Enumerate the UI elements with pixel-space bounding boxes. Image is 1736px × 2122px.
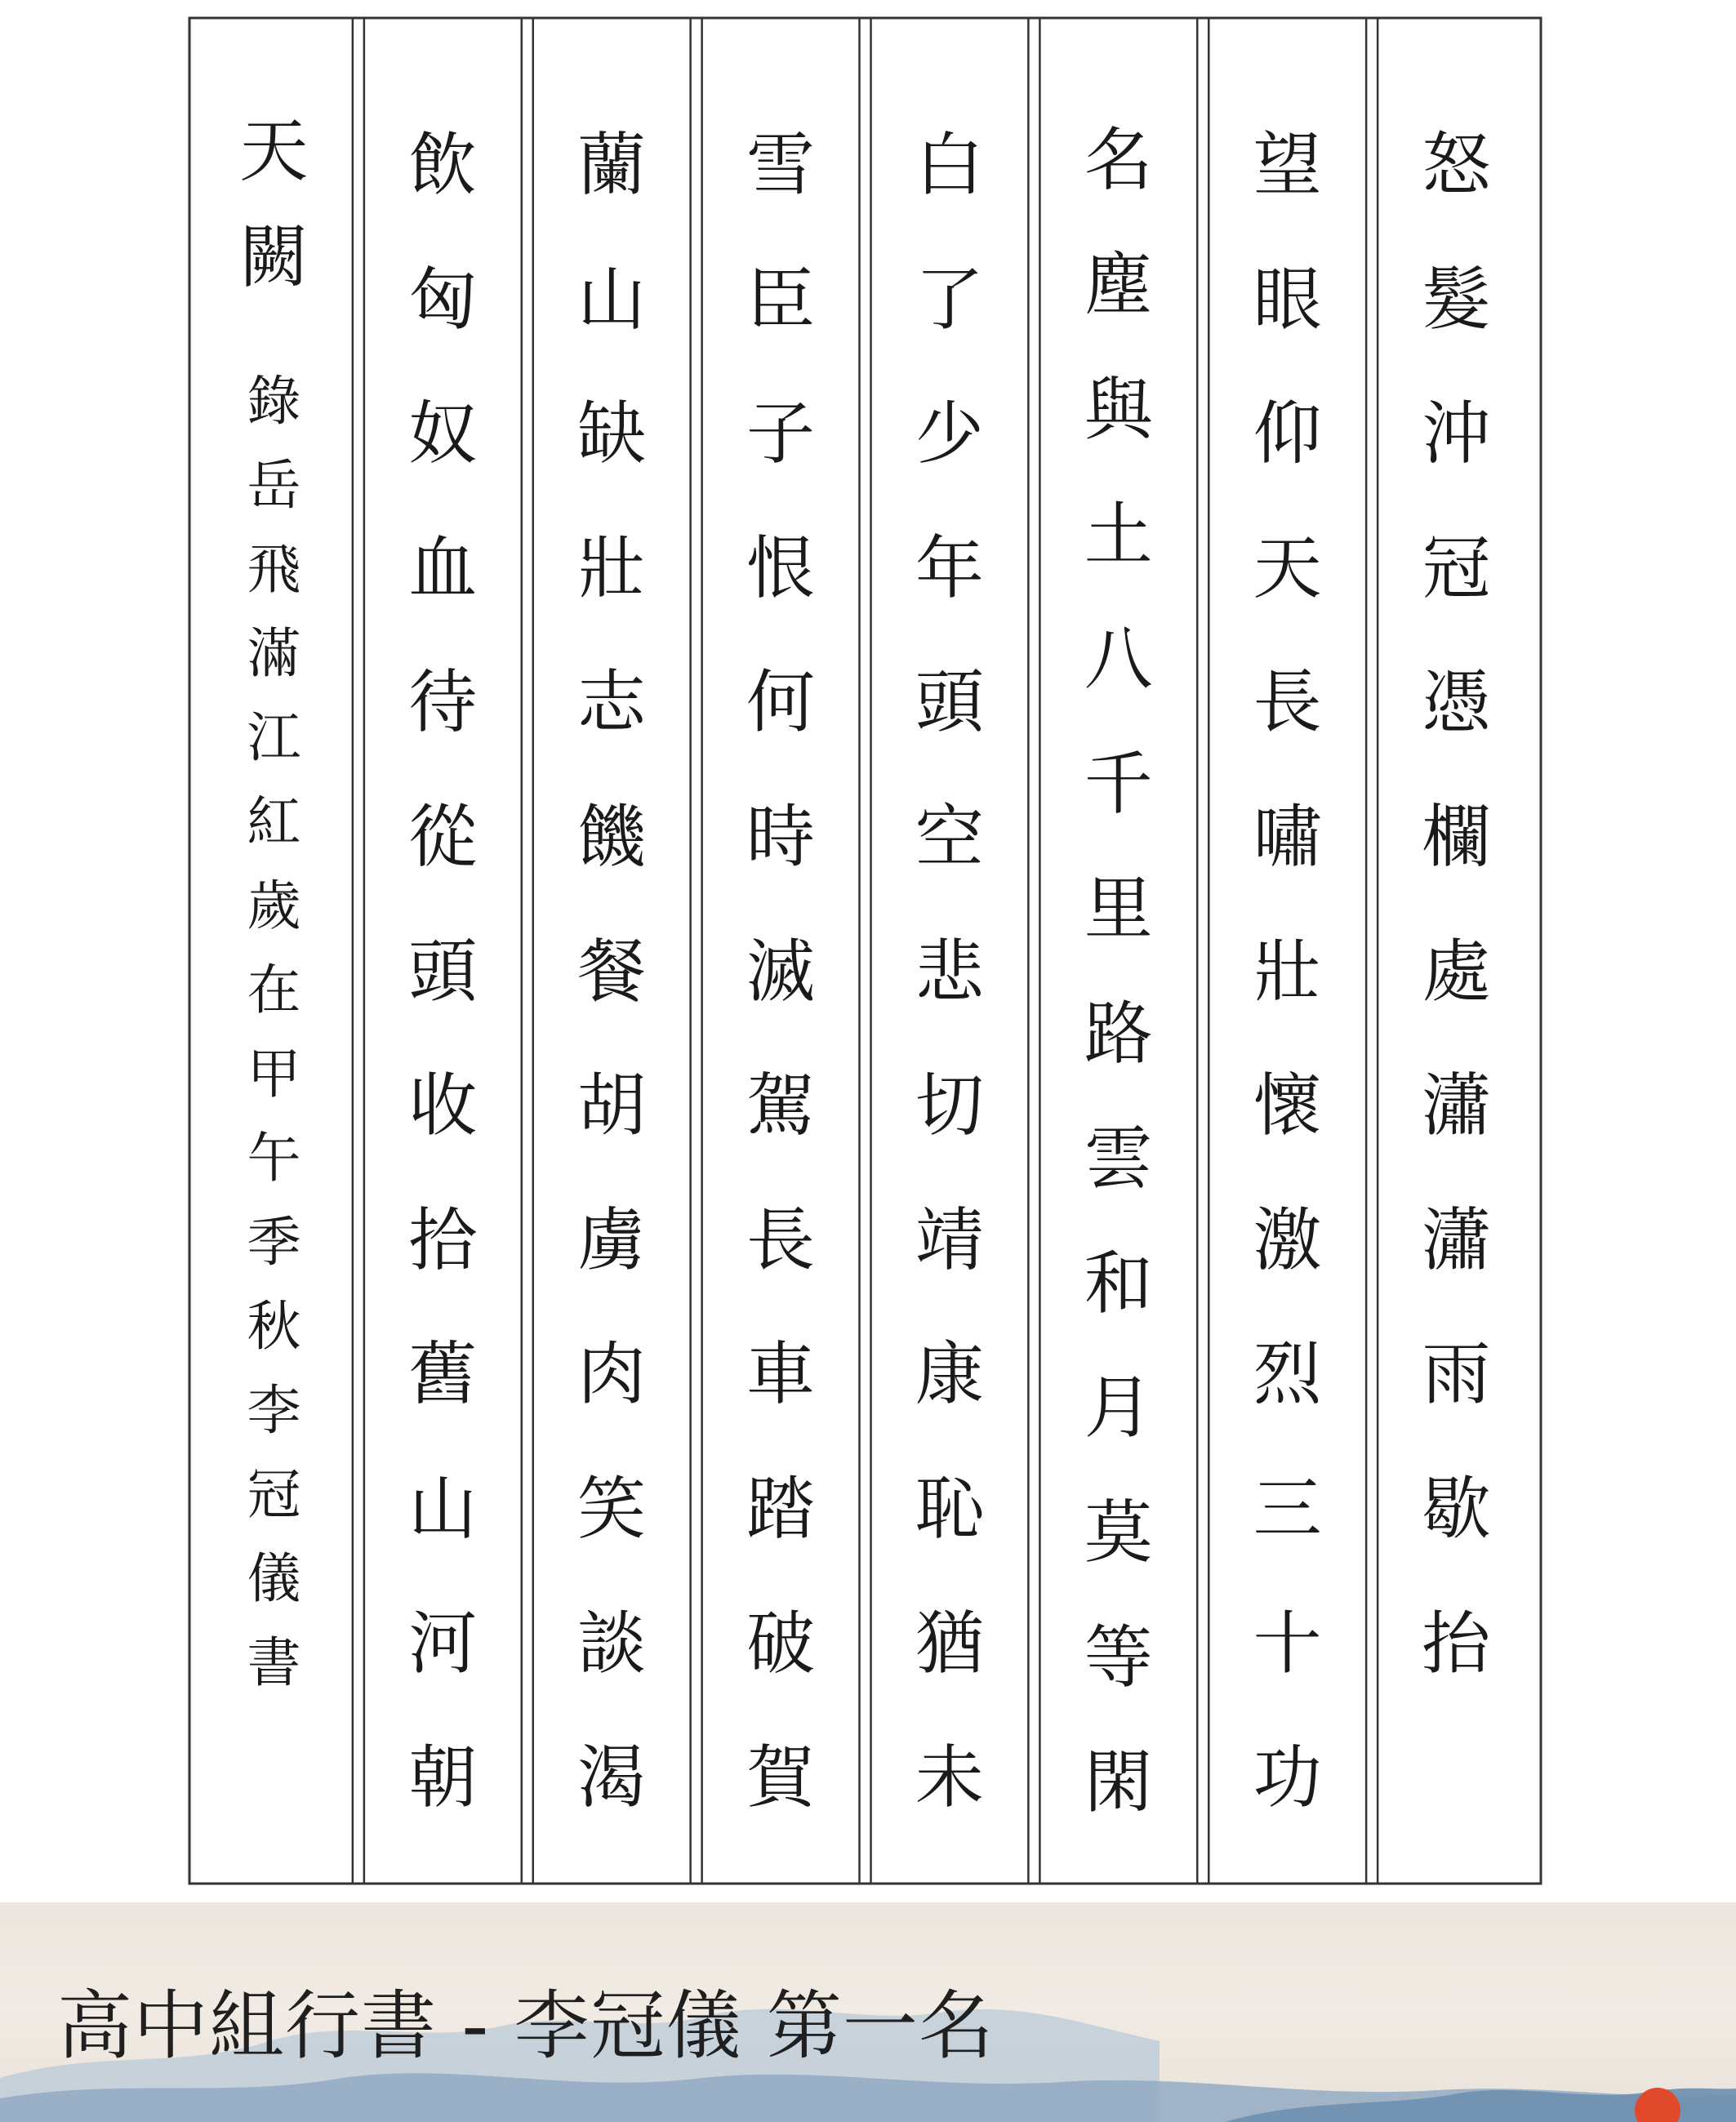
poem-character: 沖 (1422, 394, 1491, 474)
poem-character: 月 (1084, 1368, 1153, 1448)
poem-character: 壯 (577, 527, 647, 608)
poem-character: 路 (1084, 993, 1153, 1074)
poem-column-4 (876, 98, 1023, 1845)
poem-character: 子 (746, 394, 816, 474)
poem-character: 烈 (1253, 1334, 1322, 1415)
poem-character: 靖 (915, 1199, 984, 1280)
poem-character: 康 (915, 1334, 984, 1415)
poem-character: 滅 (746, 931, 816, 1012)
poem-character: 眼 (1253, 259, 1322, 340)
attribution-character: 江 (247, 706, 301, 769)
caption-title: 高中組行書 - 李冠儀 第一名 (57, 1982, 995, 2070)
poem-character: 破 (746, 1603, 816, 1684)
poem-character: 切 (915, 1065, 984, 1146)
attribution-character: 儀 (247, 1547, 301, 1610)
poem-character: 抬 (1422, 1603, 1491, 1684)
poem-character: 賀 (746, 1737, 816, 1818)
poem-character: 臣 (746, 259, 816, 340)
poem-character: 匈 (408, 259, 478, 340)
poem-character: 胡 (577, 1065, 647, 1146)
poem-column-7 (369, 98, 516, 1845)
poem-character: 雪 (746, 125, 816, 205)
poem-character: 歇 (1422, 1469, 1491, 1550)
poem-character: 功 (1253, 1737, 1322, 1818)
poem-character: 駕 (746, 1065, 816, 1146)
poem-character: 了 (915, 259, 984, 340)
poem-character: 少 (915, 394, 984, 474)
attribution-character: 甲 (247, 1043, 301, 1105)
poem-character: 瀟 (1422, 1199, 1491, 1280)
attribution-character: 飛 (247, 538, 301, 601)
poem-character: 與 (1084, 369, 1153, 450)
poem-character: 處 (1422, 931, 1491, 1012)
poem-character: 里 (1084, 869, 1153, 950)
attribution-character: 滿 (247, 622, 301, 685)
poem-character: 雲 (1084, 1118, 1153, 1199)
poem-character: 頭 (915, 662, 984, 743)
poem-character: 八 (1084, 619, 1153, 700)
poem-character: 十 (1253, 1603, 1322, 1684)
poem-character: 莫 (1084, 1493, 1153, 1573)
caption-banner (0, 1902, 1736, 2122)
poem-character: 志 (577, 662, 647, 743)
poem-character: 缺 (577, 394, 647, 474)
poem-character: 悲 (915, 931, 984, 1012)
final-column-with-attribution (200, 98, 347, 1705)
poem-character: 壯 (1253, 931, 1322, 1012)
poem-character: 頭 (408, 931, 478, 1012)
poem-character: 塵 (1084, 244, 1153, 325)
poem-character: 望 (1253, 125, 1322, 205)
poem-character: 三 (1253, 1469, 1322, 1550)
attribution-character: 書 (247, 1631, 301, 1694)
poem-character: 朝 (408, 1737, 478, 1818)
attribution-character: 秋 (247, 1295, 301, 1358)
poem-character: 懷 (1253, 1065, 1322, 1146)
attribution-character: 李 (247, 1379, 301, 1442)
poem-character: 何 (746, 662, 816, 743)
poem-character: 激 (1253, 1199, 1322, 1280)
poem-character: 笑 (577, 1469, 647, 1550)
poem-column-6 (538, 98, 685, 1845)
poem-character: 待 (408, 662, 478, 743)
poem-character: 踏 (746, 1469, 816, 1550)
poem-character: 河 (408, 1603, 478, 1684)
attribution-character: 錄 (247, 370, 301, 433)
poem-character: 年 (915, 527, 984, 608)
poem-character: 長 (1253, 662, 1322, 743)
poem-character: 山 (408, 1469, 478, 1550)
poem-character: 蘭 (577, 125, 647, 205)
poem-character: 髮 (1422, 259, 1491, 340)
poem-character: 時 (746, 797, 816, 878)
poem-character: 闕 (239, 217, 309, 297)
poem-character: 餐 (577, 931, 647, 1012)
poem-character: 名 (1084, 120, 1153, 200)
poem-character: 舊 (408, 1334, 478, 1415)
poem-character: 憑 (1422, 662, 1491, 743)
poem-character: 欄 (1422, 797, 1491, 878)
poem-character: 閑 (1084, 1742, 1153, 1822)
poem-character: 空 (915, 797, 984, 878)
poem-character: 仰 (1253, 394, 1322, 474)
poem-character: 車 (746, 1334, 816, 1415)
poem-character: 天 (1253, 527, 1322, 608)
poem-column-1 (1383, 98, 1530, 1711)
poem-character: 肉 (577, 1334, 647, 1415)
attribution-character: 紅 (247, 790, 301, 853)
poem-character: 嘯 (1253, 797, 1322, 878)
poem-character: 饑 (577, 797, 647, 878)
poem-character: 拾 (408, 1199, 478, 1280)
poem-character: 談 (577, 1603, 647, 1684)
attribution-character: 歲 (247, 874, 301, 937)
poem-character: 山 (577, 259, 647, 340)
attribution-character: 在 (247, 959, 301, 1021)
poem-character: 雨 (1422, 1334, 1491, 1415)
poem-character: 土 (1084, 494, 1153, 575)
attribution-character: 季 (247, 1211, 301, 1274)
poem-character: 收 (408, 1065, 478, 1146)
poem-character: 等 (1084, 1617, 1153, 1698)
poem-character: 渴 (577, 1737, 647, 1818)
poem-character: 飲 (408, 125, 478, 205)
poem-character: 從 (408, 797, 478, 878)
poem-column-5 (707, 98, 854, 1845)
poem-character: 恥 (915, 1469, 984, 1550)
poem-character: 長 (746, 1199, 816, 1280)
poem-character: 千 (1084, 744, 1153, 825)
poem-character: 白 (915, 125, 984, 205)
attribution-character: 岳 (247, 454, 301, 517)
attribution-character: 午 (247, 1127, 301, 1190)
poem-character: 和 (1084, 1243, 1153, 1323)
poem-column-3 (1045, 98, 1192, 1845)
poem-character: 奴 (408, 394, 478, 474)
attribution-gap (200, 310, 347, 359)
poem-character: 血 (408, 527, 478, 608)
poem-character: 天 (239, 111, 309, 191)
poem-character: 猶 (915, 1603, 984, 1684)
attribution-character: 冠 (247, 1463, 301, 1526)
poem-character: 瀟 (1422, 1065, 1491, 1146)
poem-character: 恨 (746, 527, 816, 608)
poem-character: 虜 (577, 1199, 647, 1280)
poem-character: 怒 (1422, 125, 1491, 205)
poem-character: 未 (915, 1737, 984, 1818)
poem-column-2 (1214, 98, 1361, 1845)
poem-character: 冠 (1422, 527, 1491, 608)
